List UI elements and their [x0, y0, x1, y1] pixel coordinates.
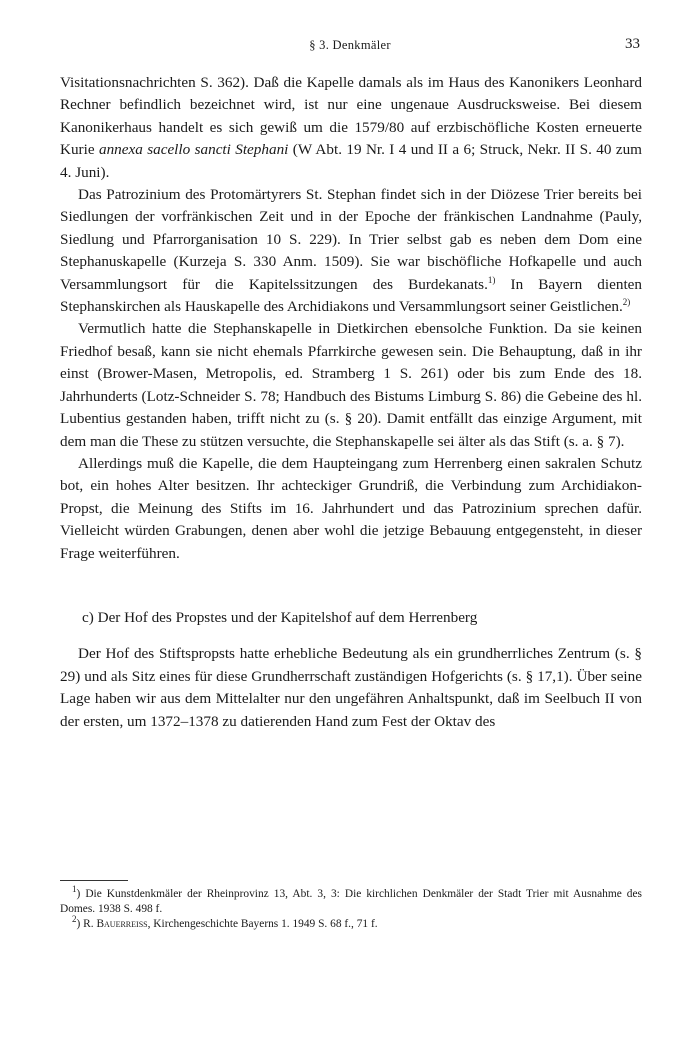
text-segment: Der Hof des Stiftspropsts hatte erhebliche Bedeutung als ein grundherrliches Zentrum (s. § 29) und als Sitz eines für diese Grundherrschaft zuständigen Hofgerichts (s. § 17,1). Über seine Lage haben wir aus dem Mittelalter nur den ungefähren Anhaltspunkt, daß im Seelbuch II von der ersten, um 1372–1378 zu datierenden Hand zum Fest der Oktav des: [60, 645, 642, 730]
paragraph: [60, 72, 642, 184]
footnote: [60, 914, 642, 932]
footnote-rule: [60, 880, 128, 881]
body-text: [60, 72, 642, 733]
footnote-marker: 2: [72, 914, 77, 925]
footnote: [60, 884, 642, 917]
section-heading: c) Der Hof des Propstes und der Kapitelshof auf dem Herrenberg: [82, 608, 478, 626]
text-segment: ) Die Kunstdenkmäler der Rheinprovinz 13, Abt. 3, 3: Die kirchlichen Denkmäler der Stadt Trier mit Ausnahme des Domes. 1938 S. 498 f.: [60, 888, 642, 915]
text-segment: Visitationsnachrichten S. 362). Daß die Kapelle damals als im Haus des Kanonikers Leonhard Rechner befindlich bezeichnet wird, ist nur eine ungenaue Ausdrucksweise. Bei diesem Kanonikerhaus handelt es sich gewiß um die 1579/80 auf erzbischöfliche Kosten erneuerte Kurie: [60, 74, 642, 159]
text-segment: , Kirchengeschichte Bayerns 1. 1949 S. 68 f., 71 f.: [147, 918, 378, 930]
text-segment: Allerdings muß die Kapelle, die dem Haupteingang zum Herrenberg einen sakralen Schutz bot, ein hohes Alter besitzen. Ihr achteckiger Grundriß, die Verbindung zum Archidiakon-Propst, die Meinung des Stifts im 16. Jahrhundert und das Patrozinium sprechen dafür. Vielleicht würden Grabungen, denen aber wohl die jetzige Bebauung entgegensteht, in dieser Frage weiterführen.: [60, 454, 642, 562]
paragraph: [60, 318, 642, 452]
paragraphs-before-heading: [60, 72, 642, 565]
text-segment: In Bayern dienten Stephanskirchen als Hauskapelle des Archidiakons und Versammlungsort seiner Geistlichen.: [60, 275, 642, 316]
page-number: 33: [625, 36, 640, 52]
text-segment: Das Patrozinium des Protomärtyrers St. Stephan findet sich in der Diözese Trier bereits bei Siedlungen der vorfränkischen Zeit und in der Epoche der fränkischen Landnahme (Pauly, Siedlung und Pfarrorganisation 10 S. 229). In Trier selbst gab es neben dem Dom eine Stephanuskapelle (Kurzeja S. 330 Anm. 1509). Sie war bischöfliche Hofkapelle und auch Versammlungsort für die Kapitelssitzungen des Burdekanats.: [60, 186, 642, 293]
text-segment: ) R.: [76, 918, 97, 930]
text-segment: Vermutlich hatte die Stephanskapelle in Dietkirchen ebensolche Funktion. Da sie keinen Friedhof besaß, kann sie nicht ehemals Pfarrkirche gewesen sein. Die Behauptung, daß in ihr einst (Brower-Masen, Metropolis, ed. Stramberg 1 S. 261) oder bis zum Ende des 18. Jahrhunderts (Lotz-Schneider S. 78; Handbuch des Bistums Limburg S. 86) die Gebeine des hl. Lubentius gestanden haben, trifft nicht zu (s. § 20). Damit entfällt das einzige Argument, mit dem man die These zu stützen versuchte, die Stephanskapelle sei älter als das Stift (s. a. § 7).: [60, 320, 642, 450]
text-segment: (W Abt. 19 Nr. I 4 und II a 6; Struck, Nekr. II S. 40 zum 4. Juni).: [60, 141, 642, 181]
footnote-list: [60, 884, 642, 932]
footnote-marker: 2): [622, 297, 631, 307]
footnote-marker: 1): [487, 274, 496, 285]
footnote-marker: 1: [72, 884, 77, 895]
paragraph: [60, 643, 642, 733]
footnotes: [60, 880, 642, 932]
running-head: § 3. Denkmäler: [309, 38, 391, 52]
text-segment: Bauerreiss: [96, 918, 148, 930]
paragraphs-after-heading: [60, 643, 642, 733]
page-header: [60, 38, 640, 58]
text-segment: annexa sacello sancti Stephani: [98, 141, 289, 159]
paragraph: [60, 184, 642, 318]
paragraph: [60, 453, 642, 565]
